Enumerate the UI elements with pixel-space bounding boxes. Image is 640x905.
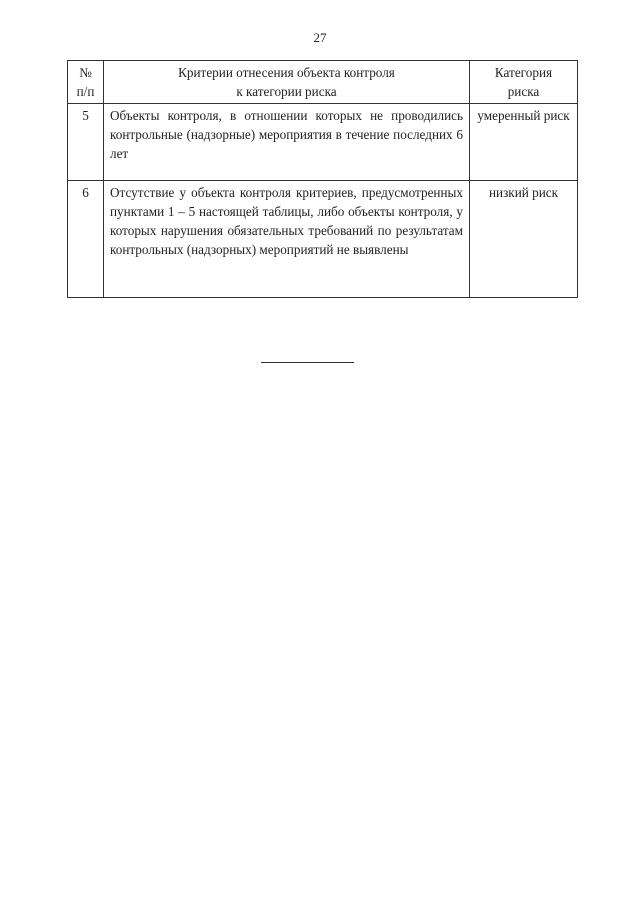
risk-criteria-table xyxy=(67,60,578,298)
header-criteria-line-1: Критерии отнесения объекта контроля xyxy=(178,65,395,80)
row-criteria: Отсутствие у объекта контроля критериев, предусмотренных пунктами 1 – 5 настоящей таблицы, либо объекты контроля, у которых нарушения обязательных требований по результатам контрольных (надзорных) мероприятий не выявлены xyxy=(104,181,470,298)
row-number: 5 xyxy=(68,104,104,181)
header-category-line-2: риска xyxy=(507,84,540,99)
row-category: низкий риск xyxy=(470,181,578,298)
table-header-row xyxy=(68,61,578,104)
header-category xyxy=(470,61,578,104)
end-of-document-rule xyxy=(261,362,354,363)
row-criteria: Объекты контроля, в отношении которых не проводились контрольные (надзорные) мероприятия в течение последних 6 лет xyxy=(104,104,470,181)
row-number: 6 xyxy=(68,181,104,298)
header-number-line-1: № xyxy=(79,65,92,80)
header-criteria xyxy=(104,61,470,104)
header-criteria-line-2: к категории риска xyxy=(236,84,337,99)
header-number-line-2: п/п xyxy=(76,84,95,99)
header-category-line-1: Категория xyxy=(494,65,553,80)
page-number: 27 xyxy=(313,30,327,45)
header-number xyxy=(68,61,104,104)
row-category: умеренный риск xyxy=(470,104,578,181)
table-row xyxy=(68,104,578,181)
table-row xyxy=(68,181,578,298)
